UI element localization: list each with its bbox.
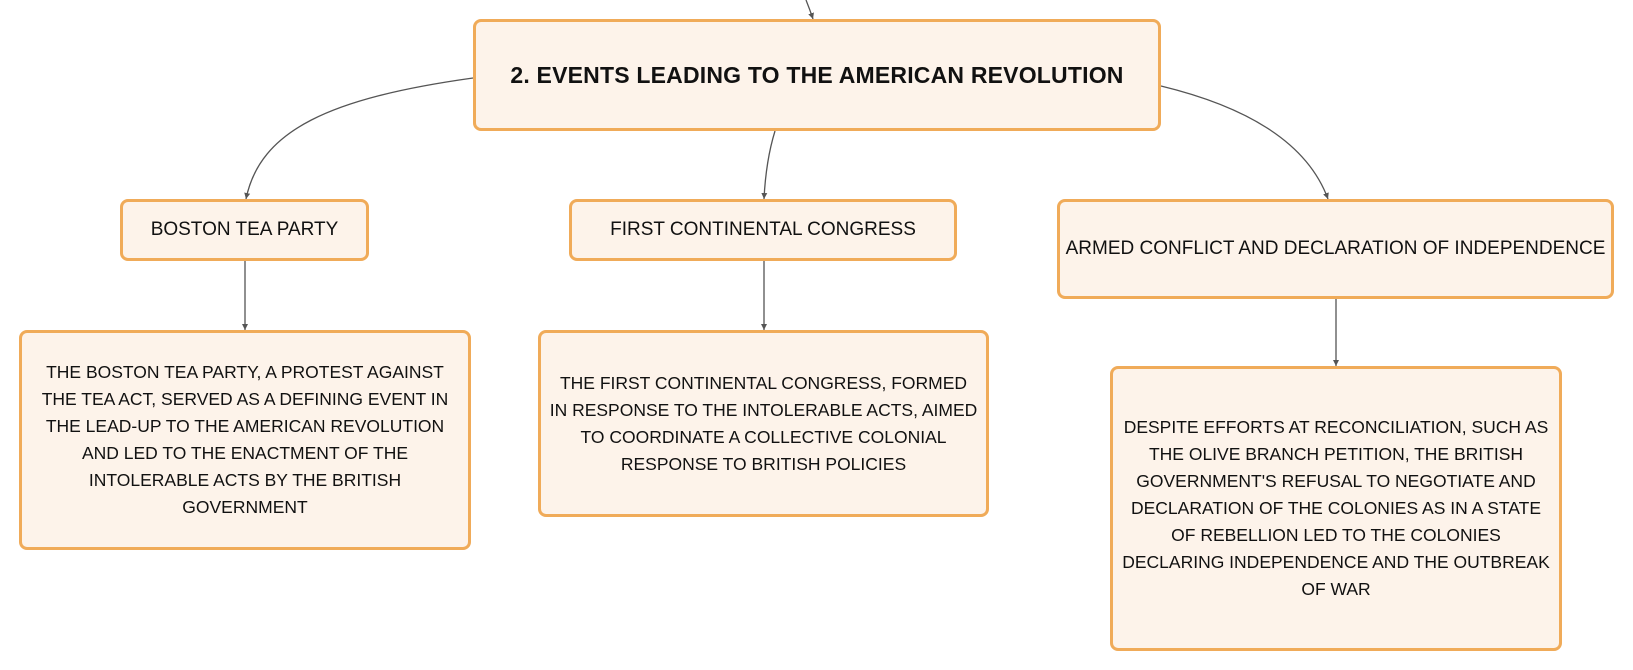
- topic-node-armed-conflict[interactable]: [1057, 199, 1614, 299]
- detail-node-first-continental-congress[interactable]: [538, 330, 989, 517]
- connector-root-to-boston: [246, 78, 473, 199]
- topic-node-first-continental-congress[interactable]: [569, 199, 957, 261]
- detail-text: DESPITE EFFORTS AT RECONCILIATION, SUCH AS THE OLIVE BRANCH PETITION, THE BRITISH GOVERNMENT'S REFUSAL TO NEGOTIATE AND DECLARATION OF THE COLONIES AS IN A STATE OF REBELLION LED TO THE COLONIES DECLARING INDEPENDENCE AND THE OUTBREAK OF WAR: [1122, 417, 1550, 599]
- topic-label: ARMED CONFLICT AND DECLARATION OF INDEPENDENCE: [1065, 238, 1606, 260]
- connector-root-to-armed: [1161, 86, 1328, 199]
- topic-label: FIRST CONTINENTAL CONGRESS: [610, 219, 916, 241]
- topic-node-boston-tea-party[interactable]: [120, 199, 369, 261]
- connector-parent-to-root: [806, 0, 813, 19]
- root-topic-label: 2. EVENTS LEADING TO THE AMERICAN REVOLUTION: [510, 61, 1124, 88]
- topic-label: BOSTON TEA PARTY: [150, 219, 339, 241]
- connector-root-to-congress: [764, 131, 775, 199]
- detail-text: THE FIRST CONTINENTAL CONGRESS, FORMED IN RESPONSE TO THE INTOLERABLE ACTS, AIMED TO COORDINATE A COLLECTIVE COLONIAL RESPONSE TO BRITISH POLICIES: [549, 372, 978, 474]
- detail-text: THE BOSTON TEA PARTY, A PROTEST AGAINST THE TEA ACT, SERVED AS A DEFINING EVENT IN THE LEAD-UP TO THE AMERICAN REVOLUTION AND LED TO THE ENACTMENT OF THE INTOLERABLE ACTS BY THE BRITISH GOVERNMENT: [41, 362, 449, 517]
- root-topic-node[interactable]: [473, 19, 1161, 131]
- detail-node-boston-tea-party[interactable]: [19, 330, 471, 550]
- detail-node-armed-conflict[interactable]: [1110, 366, 1562, 651]
